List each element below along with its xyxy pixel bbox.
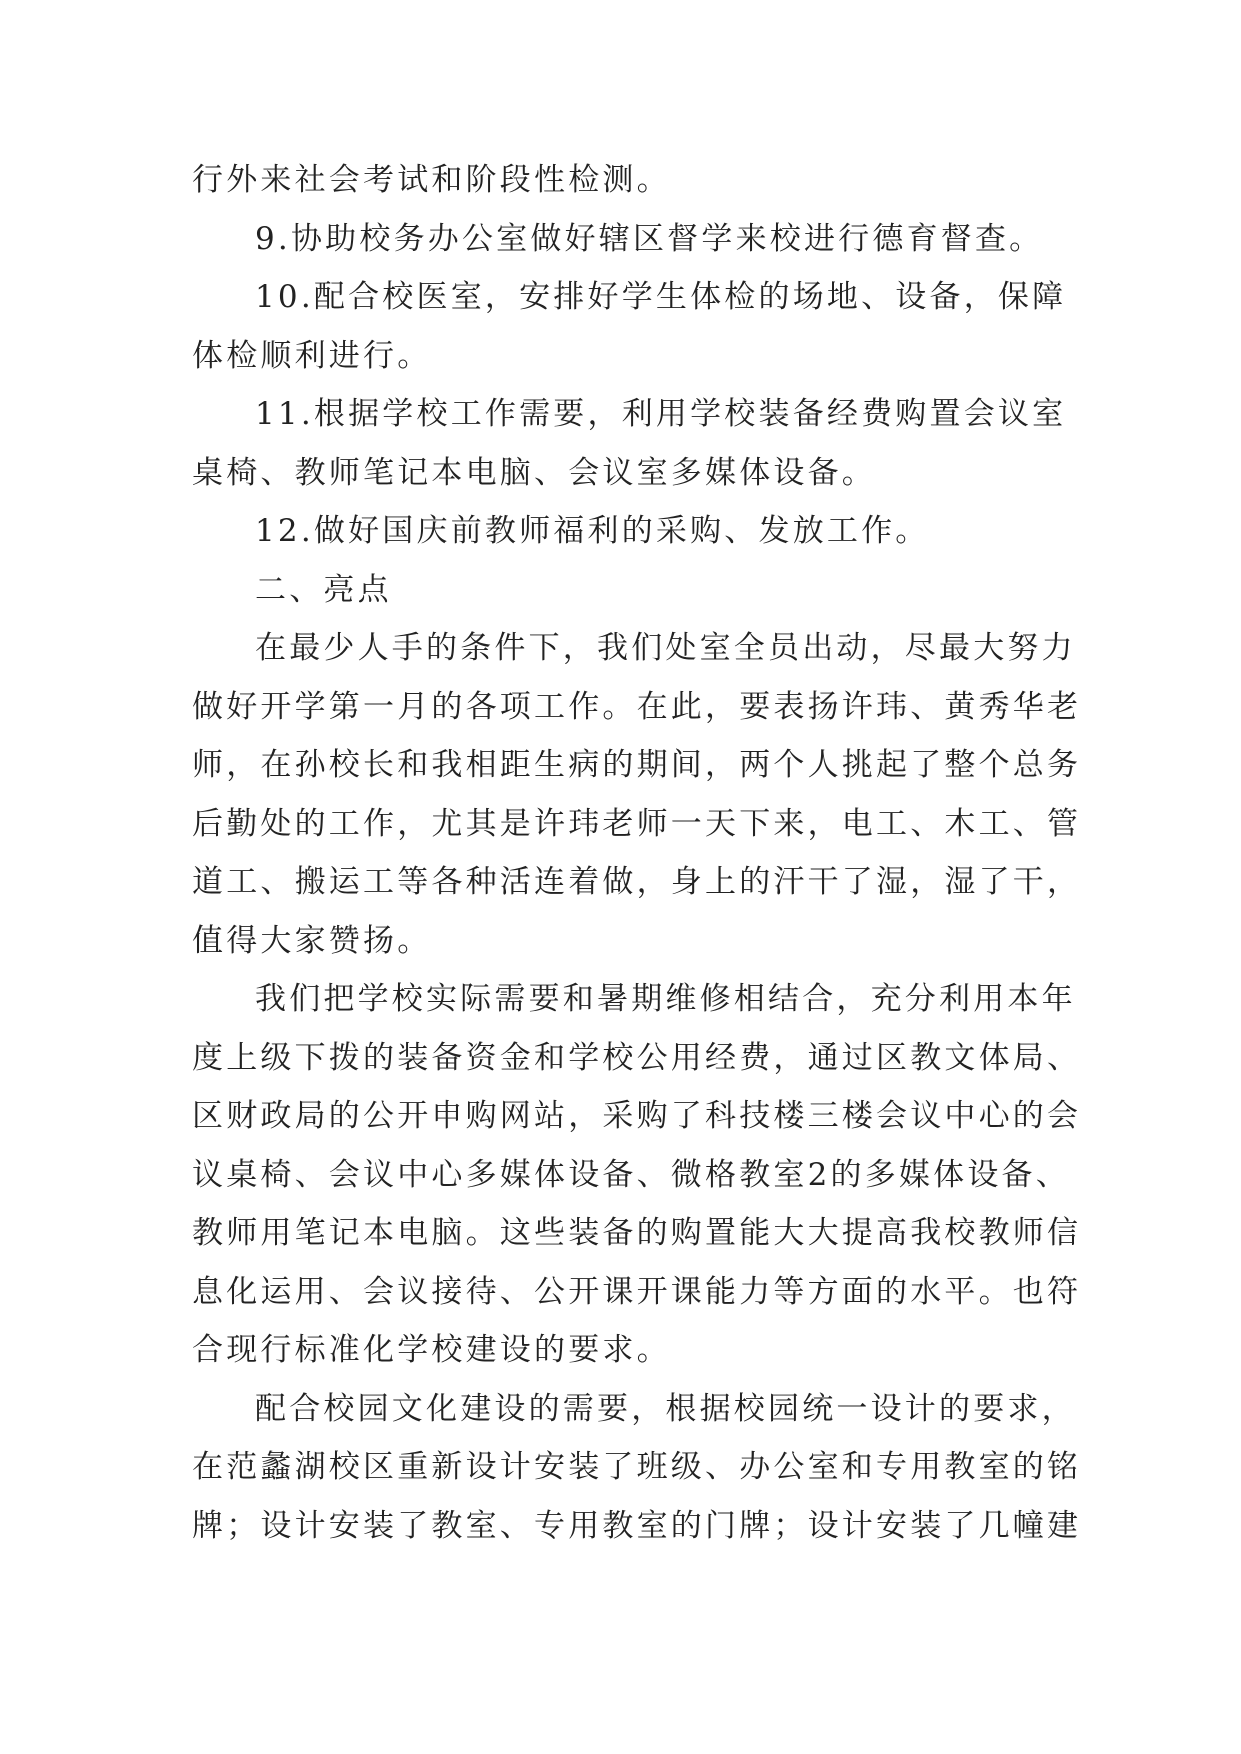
text-line: 配合校园文化建设的需要，根据校园统一设计的要求， bbox=[255, 1390, 1076, 1427]
text-line: 在范蠡湖校区重新设计安装了班级、办公室和专用教室的铭 bbox=[192, 1449, 1082, 1485]
text-line: 在最少人手的条件下，我们处室全员出动，尽最大努力 bbox=[255, 630, 1076, 666]
text-line: 11.根据学校工作需要，利用学校装备经费购置会议室 bbox=[255, 396, 1067, 432]
text-line: 9.协助校务办公室做好辖区督学来校进行德育督查。 bbox=[255, 220, 1044, 257]
text-line: 我们把学校实际需要和暑期维修相结合，充分利用本年 bbox=[255, 981, 1076, 1017]
text-line: 值得大家赞扬。 bbox=[192, 922, 432, 959]
text-line: 道工、搬运工等各种活连着做，身上的汗干了湿，湿了干， bbox=[192, 864, 1082, 900]
section-heading: 二、亮点 bbox=[255, 571, 392, 608]
text-line: 议桌椅、会议中心多媒体设备、微格教室2的多媒体设备、 bbox=[192, 1156, 1070, 1193]
text-line: 合现行标准化学校建设的要求。 bbox=[192, 1332, 671, 1368]
text-line: 师，在孙校长和我相距生病的期间，两个人挑起了整个总务 bbox=[192, 747, 1082, 783]
text-line: 体检顺利进行。 bbox=[192, 337, 432, 374]
text-line: 牌；设计安装了教室、专用教室的门牌；设计安装了几幢建 bbox=[192, 1507, 1082, 1544]
document-body bbox=[192, 151, 1082, 1555]
text-line: 桌椅、教师笔记本电脑、会议室多媒体设备。 bbox=[192, 454, 876, 491]
text-line: 行外来社会考试和阶段性检测。 bbox=[192, 162, 671, 198]
text-line: 做好开学第一月的各项工作。在此，要表扬许玮、黄秀华老 bbox=[192, 688, 1082, 725]
text-line: 区财政局的公开申购网站，采购了科技楼三楼会议中心的会 bbox=[192, 1098, 1082, 1134]
text-line: 教师用笔记本电脑。这些装备的购置能大大提高我校教师信 bbox=[192, 1215, 1082, 1251]
text-line: 12.做好国庆前教师福利的采购、发放工作。 bbox=[255, 513, 930, 549]
text-line: 10.配合校医室，安排好学生体检的场地、设备，保障 bbox=[255, 279, 1067, 315]
text-line: 息化运用、会议接待、公开课开课能力等方面的水平。也符 bbox=[192, 1273, 1082, 1310]
text-line: 后勤处的工作，尤其是许玮老师一天下来，电工、木工、管 bbox=[192, 805, 1082, 842]
text-line: 度上级下拨的装备资金和学校公用经费，通过区教文体局、 bbox=[192, 1039, 1082, 1076]
